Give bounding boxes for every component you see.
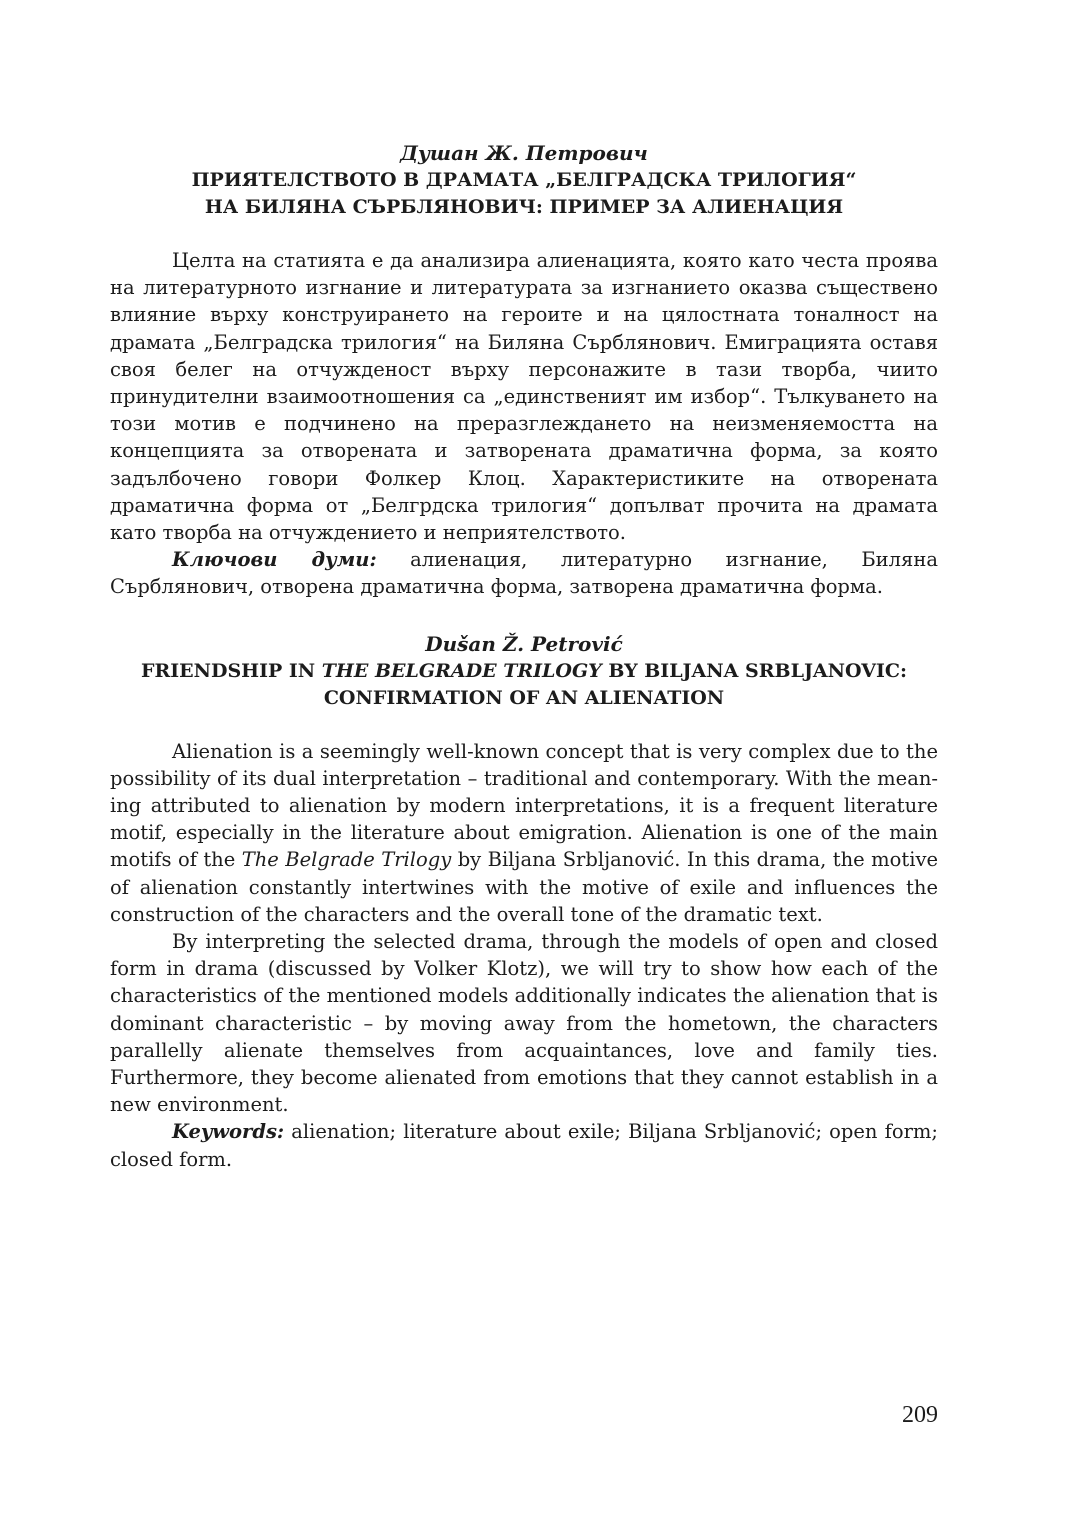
abstract-paragraph-2-en: By interpreting the selected drama, through the models of open and closed form in drama (discussed by Volker Klotz), we will try to show how each of the characteristics of the mentioned models additionally indicates the alienation that is dominant characteristic – by moving away from the hometown, the characters parallelly alienate themselves from acquaintances, love and family ties. Furthermore, they become alienated from emotions that they cannot establish in a new environment. — [110, 930, 938, 1117]
author-name-bg: Душан Ж. Петрович — [400, 141, 648, 165]
p1-before-en: Alienation is a seemingly well-known concept that is very complex due to the possibility of its dual interpretation – traditional and contemporary. With the meaning attributed to alienation by modern interpretations, it is a frequent literature motif, especially in the literature about emigration. Alienation is one of the main motifs of the — [110, 739, 938, 872]
keywords-label-en: Keywords: — [172, 1120, 285, 1144]
article-title-en — [110, 658, 938, 712]
author-name-en: Dušan Ž. Petrović — [425, 631, 623, 656]
english-abstract-section — [110, 631, 938, 1173]
bulgarian-abstract-section — [110, 140, 938, 601]
article-title-bg — [110, 167, 938, 221]
title-line-2-en: CONFIRMATION OF AN ALIENATION — [323, 686, 725, 709]
p1-italic-title-en: The Belgrade Trilogy — [241, 848, 452, 872]
keywords-text-en: alienation; literature about exile; Biljana Srbljanović; open form; closed form. — [110, 1120, 938, 1171]
keywords-paragraph-bg — [110, 546, 938, 600]
keywords-label-bg: Ключови думи: — [172, 548, 377, 572]
abstract-paragraph-bg: Целта на статията е да анализира алиенацията, която като честа проява на литературното изгнание и литературата за изгнанието оказва съществено влияние върху конструирането на героите и на цялостната тоналност на драмата „Белградска трилогия“ на Биляна Сърблянович. Емиграцията оставя своя белег на отчужденост върху персонажите в тази творба, чиито принудителни взаимоотношения са „единственият им избор“. Тълкуването на този мотив е подчинено на преразглеждането на неизменяемостта на концепцията за отворената и затворената драматична форма, за която задълбочено говори Фолкер Клоц. Характеристиките на отворената драматична форма от „Белгрдска трилогия“ допълват прочита на драмата като творба на отчуждението и неприятелството. — [110, 249, 938, 545]
keywords-paragraph-en — [110, 1118, 938, 1172]
p1-after-en: by Biljana Srbljanović. In this drama, the motive of alienation constantly intertwines with the motive of exile and influences the construction of the characters and the overall tone of the dramatic text. — [110, 848, 939, 926]
title-prefix-en: FRIENDSHIP IN — [140, 659, 322, 682]
title-italic-en: THE BELGRADE TRILOGY — [321, 659, 602, 682]
title-line-2-bg: НА БИЛЯНА СЪРБЛЯНОВИЧ: ПРИМЕР ЗА АЛИЕНАЦИЯ — [204, 196, 844, 218]
title-suffix-en: BY BILJANA SRBLJANOVIC: — [601, 659, 908, 682]
abstract-paragraph-1-en — [110, 738, 938, 928]
keywords-text-bg: алиенация, литературно изгнание, Биляна Сърблянович, отворена драматична форма, затворена драматична форма. — [110, 548, 938, 599]
title-line-1-bg: ПРИЯТЕЛСТВОТО В ДРАМАТА „БЕЛГРАДСКА ТРИЛОГИЯ“ — [191, 169, 857, 191]
page-body — [110, 140, 938, 1173]
page-number: 209 — [902, 1402, 938, 1428]
